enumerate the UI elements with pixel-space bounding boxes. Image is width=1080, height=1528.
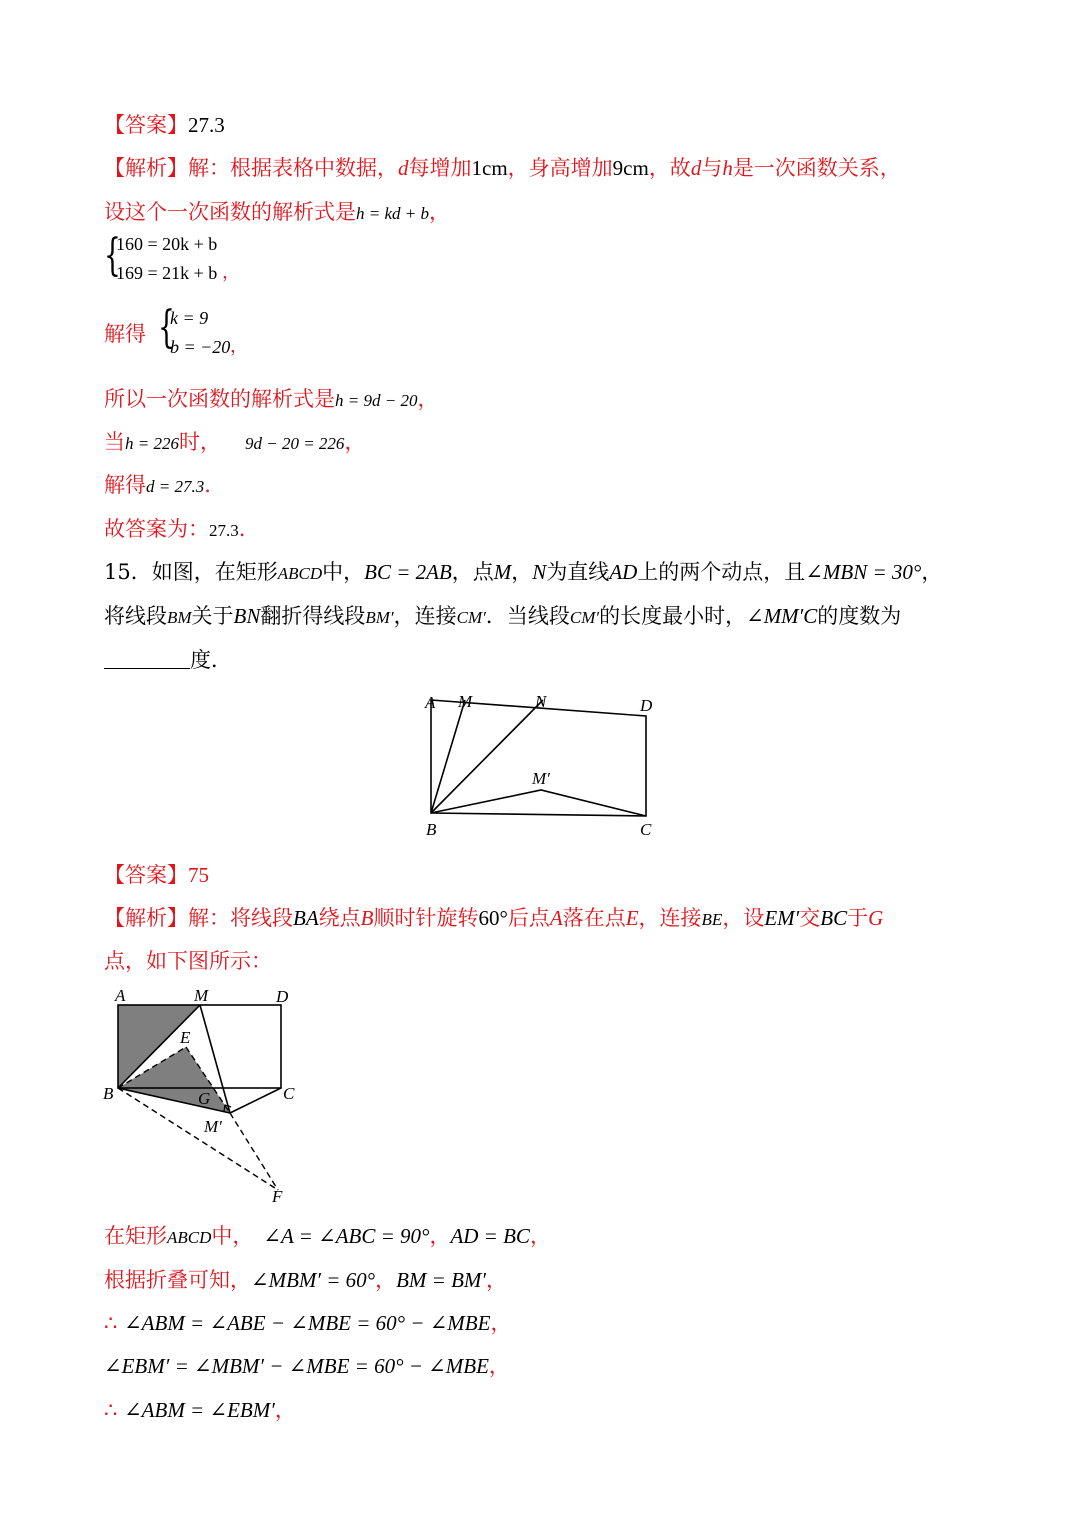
analysis-2-step-2 — [104, 1265, 507, 1295]
answer-value: 75 — [188, 863, 209, 887]
text: 每增加 — [408, 156, 472, 180]
var: BA — [293, 906, 319, 930]
text: ，身高增加 — [507, 156, 613, 180]
text: ．当线段 — [485, 604, 570, 628]
text: ， — [274, 1398, 296, 1422]
label-m: M — [458, 692, 473, 711]
answer-tag: 【答案】 — [104, 863, 188, 887]
label-c: C — [640, 820, 652, 839]
formula: ∠MBN = 30° — [805, 560, 922, 584]
question-15-line-1 — [104, 557, 942, 589]
text: ， — [485, 1268, 507, 1292]
brace: { — [158, 302, 175, 353]
figure-2 — [98, 985, 318, 1207]
var: BM′ — [365, 608, 394, 627]
equation-row: b = −20 — [170, 337, 231, 357]
text: 落在点 — [562, 906, 626, 930]
text: ，设 — [722, 906, 765, 930]
analysis-2-line-1 — [104, 903, 883, 935]
formula: ∠ABM = ∠ABE − ∠MBE = 60° − ∠MBE — [124, 1311, 491, 1335]
label-m-prime: M′ — [204, 1117, 222, 1136]
formula: ∠A = ∠ABC = 90° — [263, 1224, 430, 1248]
text: 关于 — [191, 604, 234, 628]
text: 当 — [104, 430, 125, 454]
text: 解得 — [104, 473, 146, 497]
therefore-symbol: ∴ — [104, 1311, 118, 1335]
text: 上的两个动点，且 — [637, 560, 806, 584]
label-m: M — [194, 986, 209, 1005]
text: ， — [417, 387, 439, 411]
text: 在矩形 — [104, 1224, 167, 1248]
label-b: B — [103, 1084, 114, 1103]
text: ， — [529, 1224, 551, 1248]
text: . — [238, 517, 246, 541]
var: G — [868, 906, 884, 930]
equation-row: 169 = 21k + b — [116, 263, 218, 283]
equation-system-1 — [104, 230, 304, 294]
question-15-line-2 — [104, 601, 901, 633]
var: B — [360, 906, 374, 930]
text: 点，如下图所示： — [104, 949, 272, 973]
label-g: G — [198, 1089, 211, 1108]
formula: ∠MM′C — [746, 604, 818, 628]
question-number: 15． — [104, 560, 152, 584]
text: . — [204, 473, 211, 497]
var: ABCD — [277, 564, 323, 583]
analysis-line-2 — [104, 197, 450, 229]
var: BE — [701, 910, 723, 929]
text: 解：将线段 — [188, 906, 293, 930]
text: 是一次函数关系， — [732, 156, 901, 180]
formula: ∠MBM′ = 60° — [251, 1268, 376, 1292]
unit-1cm: 1cm — [471, 156, 508, 180]
var: CM′ — [456, 608, 486, 627]
text: 根据折叠可知， — [104, 1268, 251, 1292]
question-15-line-3 — [104, 645, 232, 675]
segment-m-prime-f — [230, 1113, 278, 1190]
formula: h = 9d − 20 — [335, 391, 418, 410]
formula: BM = BM′ — [396, 1268, 486, 1292]
text: 绕点 — [318, 906, 361, 930]
text: ， — [490, 1311, 512, 1335]
formula: ∠ABM = ∠EBM′ — [124, 1398, 275, 1422]
analysis-2-step-1 — [104, 1221, 551, 1253]
text: 设这个一次函数的解析式是 — [104, 200, 356, 224]
text: ， — [921, 560, 943, 584]
segment-m-prime-c — [230, 1088, 281, 1113]
analysis-line-7 — [104, 514, 245, 546]
formula: ∠EBM′ = ∠MBM′ − ∠MBE = 60° − ∠MBE — [104, 1354, 489, 1378]
analysis-2-step-5 — [104, 1395, 296, 1425]
label-m-prime: M′ — [532, 769, 550, 788]
text: 解：根据表格中数据， — [188, 156, 398, 180]
text: ， — [375, 1268, 397, 1292]
value: 60° — [478, 906, 508, 930]
text: 时， — [178, 430, 221, 454]
text: 于 — [847, 906, 869, 930]
text: 如图，在矩形 — [151, 560, 278, 584]
formula: 9d − 20 = 226 — [244, 434, 345, 453]
formula: h = 226 — [125, 434, 179, 453]
text: ，连接 — [638, 906, 702, 930]
label-b: B — [426, 820, 437, 839]
label-a: A — [425, 693, 436, 712]
var: BN — [233, 604, 261, 628]
label-a: A — [115, 986, 126, 1005]
text: ， — [230, 336, 248, 356]
var: N — [532, 560, 547, 584]
answer-tag: 【答案】 — [104, 113, 188, 137]
text: 故答案为： — [104, 517, 209, 541]
segment-bm-prime-c — [431, 790, 646, 816]
text: 的度数为 — [817, 604, 902, 628]
answer-line-2 — [104, 860, 209, 890]
text: 顺时针旋转 — [373, 906, 479, 930]
text: 交 — [799, 906, 821, 930]
var: ABCD — [167, 1228, 212, 1247]
var: BC — [820, 906, 848, 930]
analysis-line-1 — [104, 153, 901, 183]
text: 将线段 — [104, 604, 167, 628]
answer-value: 27.3 — [188, 113, 225, 137]
label-c: C — [283, 1084, 295, 1103]
analysis-tag: 【解析】 — [104, 906, 188, 930]
var: A — [549, 906, 563, 930]
text: 与 — [701, 156, 723, 180]
label-f: F — [272, 1187, 283, 1206]
analysis-tag: 【解析】 — [104, 156, 188, 180]
answer-blank — [104, 648, 190, 669]
text: 翻折得线段 — [260, 604, 366, 628]
var-d: d — [398, 156, 409, 180]
analysis-2-step-3 — [104, 1308, 511, 1338]
text: 所以一次函数的解析式是 — [104, 387, 335, 411]
answer-line-1 — [104, 110, 225, 140]
analysis-line-4 — [104, 384, 438, 416]
text: ， — [429, 1224, 451, 1248]
analysis-line-6 — [104, 470, 211, 502]
text: 后点 — [507, 906, 550, 930]
label-n: N — [535, 692, 547, 711]
equation-row: k = 9 — [170, 308, 209, 328]
var: AD — [609, 560, 638, 584]
var-h: h — [722, 156, 733, 180]
text: 中， — [211, 1224, 254, 1248]
label-d: D — [640, 696, 653, 715]
text: ， — [488, 1354, 510, 1378]
text: ， — [344, 430, 366, 454]
equation-row: 160 = 20k + b — [116, 234, 218, 254]
formula: BC = 2AB — [364, 560, 452, 584]
text: ，连接 — [393, 604, 457, 628]
analysis-2-line-2 — [104, 946, 272, 976]
formula: AD = BC — [450, 1224, 530, 1248]
text: ， — [222, 262, 240, 282]
unit-9cm: 9cm — [612, 156, 649, 180]
var: BM — [167, 608, 192, 627]
equation-system-2 — [158, 302, 278, 366]
final-answer: 27.3 — [209, 521, 239, 540]
text: ，故 — [648, 156, 691, 180]
text: ， — [429, 200, 450, 224]
text: 的长度最小时， — [599, 604, 747, 628]
formula: h = kd + b — [356, 204, 429, 223]
brace: { — [104, 230, 121, 281]
analysis-2-step-4 — [104, 1351, 510, 1381]
text: ， — [511, 560, 533, 584]
text: 中， — [322, 560, 365, 584]
var: CM′ — [569, 608, 600, 627]
var-d: d — [690, 156, 702, 180]
analysis-solve-label — [104, 319, 146, 349]
label-e: E — [180, 1028, 191, 1047]
figure-1 — [410, 688, 670, 843]
var: EM′ — [764, 906, 800, 930]
rectangle-abcd — [431, 700, 646, 816]
label-d: D — [276, 987, 289, 1006]
analysis-line-5 — [104, 427, 365, 459]
formula: d = 27.3 — [146, 477, 205, 496]
text: ，点 — [451, 560, 494, 584]
text: 度． — [190, 648, 232, 672]
therefore-symbol: ∴ — [104, 1398, 118, 1422]
var: E — [625, 906, 639, 930]
text: 为直线 — [546, 560, 610, 584]
text: 解得 — [104, 322, 146, 346]
var: M — [493, 560, 512, 584]
